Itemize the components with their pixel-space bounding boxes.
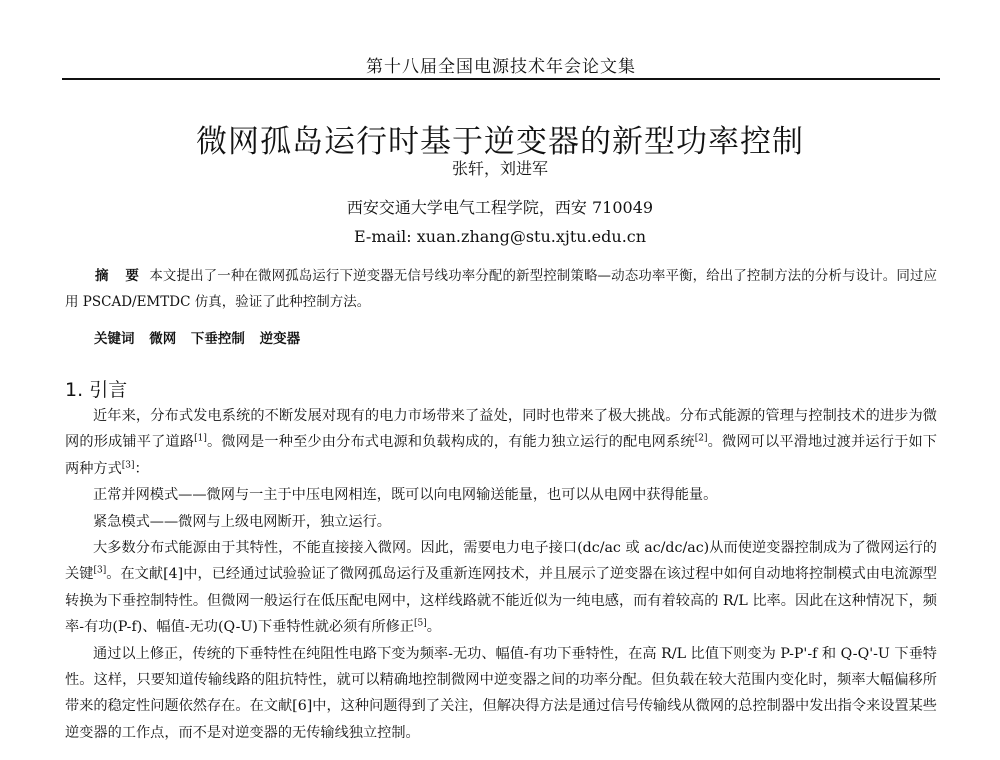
authors: 张轩，刘进军 [451,159,548,178]
email: E-mail: xuan.zhang@stu.xjtu.edu.cn [353,227,647,246]
keyword: 下垂控制 [190,331,245,347]
abstract-label: 摘 要 [95,268,145,284]
keyword: 逆变器 [259,331,301,347]
paragraph: 通过以上修正，传统的下垂特性在纯阻性电路下变为频率-无功、幅值-有功下垂特性，在高 R/L 比值下则变为 P-P'-f 和 Q-Q'-U 下垂特性。这样，只要知道传输线路的阻抗特性，就可以精确地控制微网中逆变器之间的功率分配。但负载在较大范围内变化时，频率大幅偏移所带来的稳定性问题依然存在。在文献[6]中，这种问题得到了关注，但解决得方法是通过信号传输线从微网的总控制器中发出指令来设置某些逆变器的工作点，而不是对逆变器的无传输线独立控制。 [65,645,937,741]
abstract-text: 本文提出了一种在微网孤岛运行下逆变器无信号线功率分配的新型控制策略—动态功率平衡，给出了控制方法的分析与设计。同过应用 PSCAD/EMTDC 仿真，验证了此种控制方法。 [65,268,937,310]
section-title: 引言 [89,379,128,401]
journal-header: 第十八届全国电源技术年会论文集 [366,57,636,77]
paragraph: 紧急模式——微网与上级电网断开，独立运行。 [93,513,391,530]
body-text [65,403,937,746]
paragraph: 大多数分布式能源由于其特性，不能直接接入微网。因此，需要电力电子接口(dc/ac 或 ac/dc/ac)从而使逆变器控制成为了微网运行的关键[3]。在文献[4]中，已经通过试验验证了微网孤岛运行及重新连网技术，并且展示了逆变器在该过程中如何自动地将控制模式由电流源型转换为下垂控制特性。但微网一般运行在低压配电网中，这样线路就不能近似为一纯电感，而有着较高的 R/L 比率。因此在这种情况下，频率-有功(P-f)、幅值-无功(Q-U)下垂特性就必须有所修正[5]。 [65,540,937,636]
citation: [1] [194,433,207,444]
keywords [94,327,300,347]
keywords-label: 关键词 [94,331,135,347]
paragraph: 近年来，分布式发电系统的不断发展对现有的电力市场带来了益处，同时也带来了极大挑战。分布式能源的管理与控制技术的进步为微网的形成铺平了道路[1]。微网是一种至少由分布式电源和负载构成的，有能力独立运行的配电网系统[2]。微网可以平滑地过渡并运行于如下两种方式[3]： [65,408,937,477]
paper-title: 微网孤岛运行时基于逆变器的新型功率控制 [196,123,804,160]
citation: [2] [694,433,708,444]
section-heading [65,375,127,402]
header-divider [62,78,940,80]
keyword: 微网 [149,331,177,347]
abstract [65,263,937,315]
paragraph: 正常并网模式——微网与一主于中压电网相连，既可以向电网输送能量，也可以从电网中获得能量。 [93,487,718,504]
citation: [3] [121,460,135,471]
section-number: 1. [65,379,84,401]
affiliation: 西安交通大学电气工程学院，西安 710049 [346,198,654,217]
citation: [5] [414,618,427,629]
citation: [3] [93,565,107,576]
